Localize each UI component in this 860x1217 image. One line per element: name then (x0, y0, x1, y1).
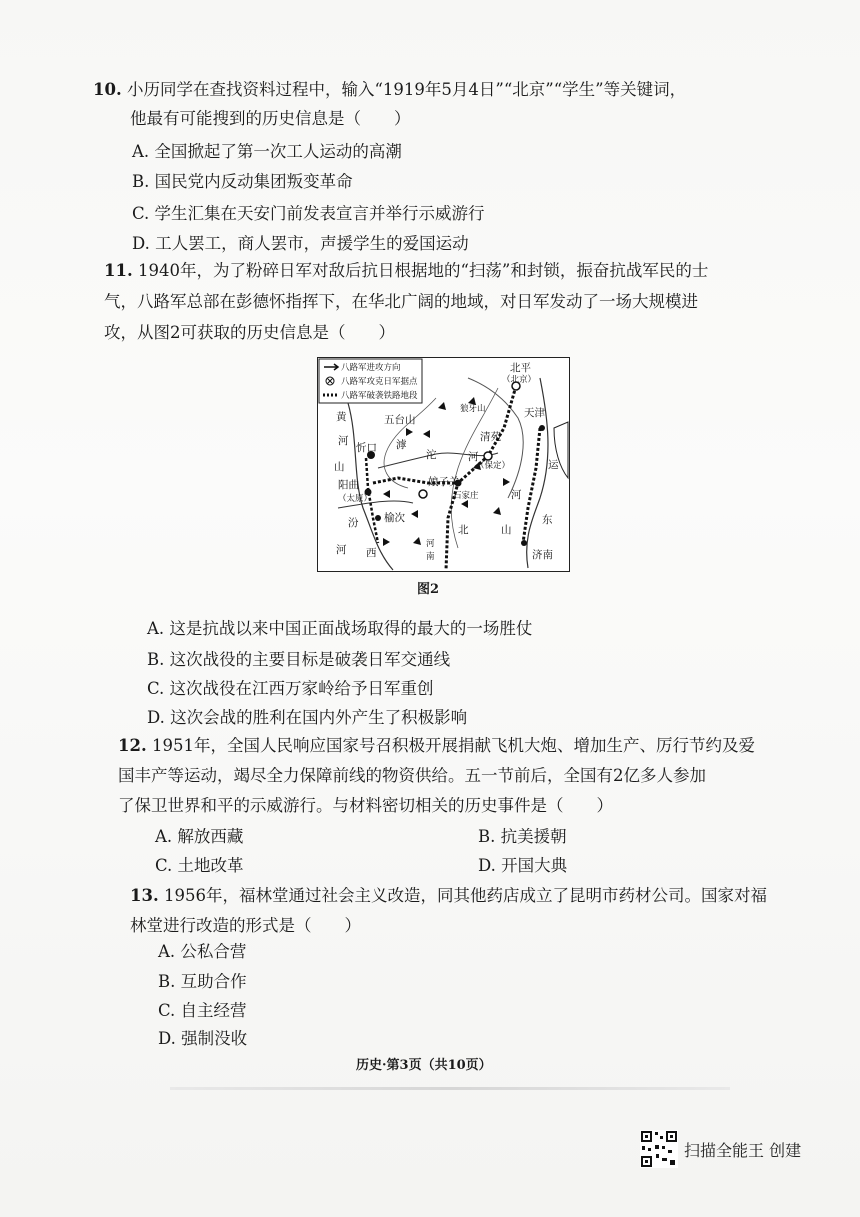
niangziguan-marker (419, 490, 427, 498)
region-glyph: 河 (426, 539, 435, 549)
region-glyph: 汾 (348, 517, 359, 529)
question-number: 13. (130, 886, 159, 905)
question-12-line3: 了保卫世界和平的示威游行。与材料密切相关的历史事件是（ ） (118, 796, 613, 815)
region-glyph: 运 (548, 459, 559, 471)
question-10-line2: 他最有可能搜到的历史信息是（ ） (130, 109, 411, 128)
option-b: B. 抗美援朝 (478, 827, 567, 846)
footer-rule (170, 1087, 730, 1090)
question-number: 12. (118, 736, 147, 755)
label-tianjin: 天津 (524, 407, 545, 419)
option-a: A. 解放西藏 (155, 827, 244, 846)
question-12-line2: 国丰产等运动，竭尽全力保障前线的物资供给。五一节前后，全国有2亿多人参加 (118, 766, 706, 785)
figure-2-map (317, 357, 570, 572)
label-beijing: （北京） (502, 375, 537, 385)
region-glyph: 黄 (336, 411, 347, 423)
question-10 (93, 74, 686, 105)
label-jinan: 济南 (532, 549, 553, 561)
label-qingyuan: 清苑 (480, 431, 501, 443)
option-a: A. 全国掀起了第一次工人运动的高潮 (132, 142, 402, 161)
region-glyph: 东 (542, 514, 553, 526)
option-b: B. 国民党内反动集团叛变革命 (132, 172, 353, 191)
option-a: A. 这是抗战以来中国正面战场取得的最大的一场胜仗 (147, 619, 533, 638)
label-beiping: 北平 (510, 362, 531, 374)
question-11-line3: 攻，从图2可获取的历史信息是（ ） (104, 323, 395, 342)
tianjin-marker (539, 425, 545, 431)
region-glyph: 河 (468, 451, 479, 463)
question-text: 1951年，全国人民响应国家号召积极开展捐献飞机大炮、增加生产、厉行节约及爱 (151, 736, 755, 755)
question-text: 小历同学在查找资料过程中，输入“1919年5月4日”“北京”“学生”等关键词， (126, 80, 687, 99)
label-langyashan: 狼牙山 (460, 404, 486, 414)
bleed-through-text (690, 120, 746, 140)
legend-item-3: 八路军破袭铁路地段 (341, 391, 418, 401)
option-d: D. 强制没收 (158, 1029, 248, 1048)
region-glyph: 沱 (426, 449, 437, 461)
yuci-marker (375, 515, 381, 521)
question-11 (104, 255, 708, 286)
legend-item-1: 八路军进攻方向 (341, 363, 401, 373)
label-wutaishan: 五台山 (384, 414, 416, 426)
region-glyph: 河 (338, 435, 349, 447)
legend-item-2: 八路军攻克日军据点 (341, 377, 418, 387)
option-d: D. 这次会战的胜利在国内外产生了积极影响 (147, 708, 468, 727)
question-number: 10. (93, 80, 122, 99)
figure-caption: 图2 (417, 582, 440, 597)
jinan-marker (521, 540, 527, 546)
label-yuci: 榆次 (384, 512, 405, 524)
question-12 (118, 730, 755, 761)
question-13-line2: 林堂进行改造的形式是（ ） (130, 916, 361, 935)
label-baoding: （保定） (476, 461, 511, 471)
scanner-watermark (640, 1130, 801, 1168)
label-shijiazhuang: 石家庄 (453, 491, 479, 501)
railway-jinpu-line (523, 428, 540, 543)
region-glyph: 滹 (396, 439, 407, 451)
region-glyph: 西 (366, 547, 377, 559)
region-glyph: 山 (501, 524, 512, 536)
watermark-text: 扫描全能王 创建 (684, 1140, 802, 1160)
option-a: A. 公私合营 (158, 942, 247, 961)
region-glyph: 北 (458, 524, 469, 536)
option-b: B. 这次战役的主要目标是破袭日军交通线 (147, 650, 451, 669)
question-13 (130, 880, 767, 911)
option-c: C. 学生汇集在天安门前发表宣言并举行示威游行 (132, 204, 485, 223)
option-d: D. 开国大典 (478, 856, 568, 875)
region-glyph: 南 (426, 552, 435, 562)
option-c: C. 自主经营 (158, 1001, 247, 1020)
label-taiyuan: （太原） (338, 494, 373, 504)
label-yangqu: 阳曲 (338, 479, 359, 491)
qr-code-icon (640, 1130, 678, 1168)
question-text: 1956年，福林堂通过社会主义改造，同其他药店成立了昆明市药材公司。国家对福 (163, 886, 767, 905)
question-11-line2: 气，八路军总部在彭德怀指挥下，在华北广阔的地域，对日军发动了一场大规模进 (104, 292, 698, 311)
question-number: 11. (104, 261, 133, 280)
option-c: C. 这次战役在江西万家岭给予日军重创 (147, 679, 434, 698)
option-c: C. 土地改革 (155, 856, 244, 875)
region-glyph: 山 (334, 461, 345, 473)
page-footer: 历史·第3页（共10页） (356, 1058, 492, 1073)
region-glyph: 河 (511, 489, 522, 501)
label-niangziguan: 娘子关 (428, 476, 460, 488)
region-glyph: 河 (336, 544, 347, 556)
option-b: B. 互助合作 (158, 972, 247, 991)
option-d: D. 工人罢工，商人罢市，声援学生的爱国运动 (132, 234, 469, 253)
qingyuan-marker (484, 452, 492, 460)
label-xinkou: 忻口 (356, 442, 377, 454)
question-text: 1940年，为了粉碎日军对敌后抗日根据地的“扫荡”和封锁，振奋抗战军民的士 (137, 261, 709, 280)
